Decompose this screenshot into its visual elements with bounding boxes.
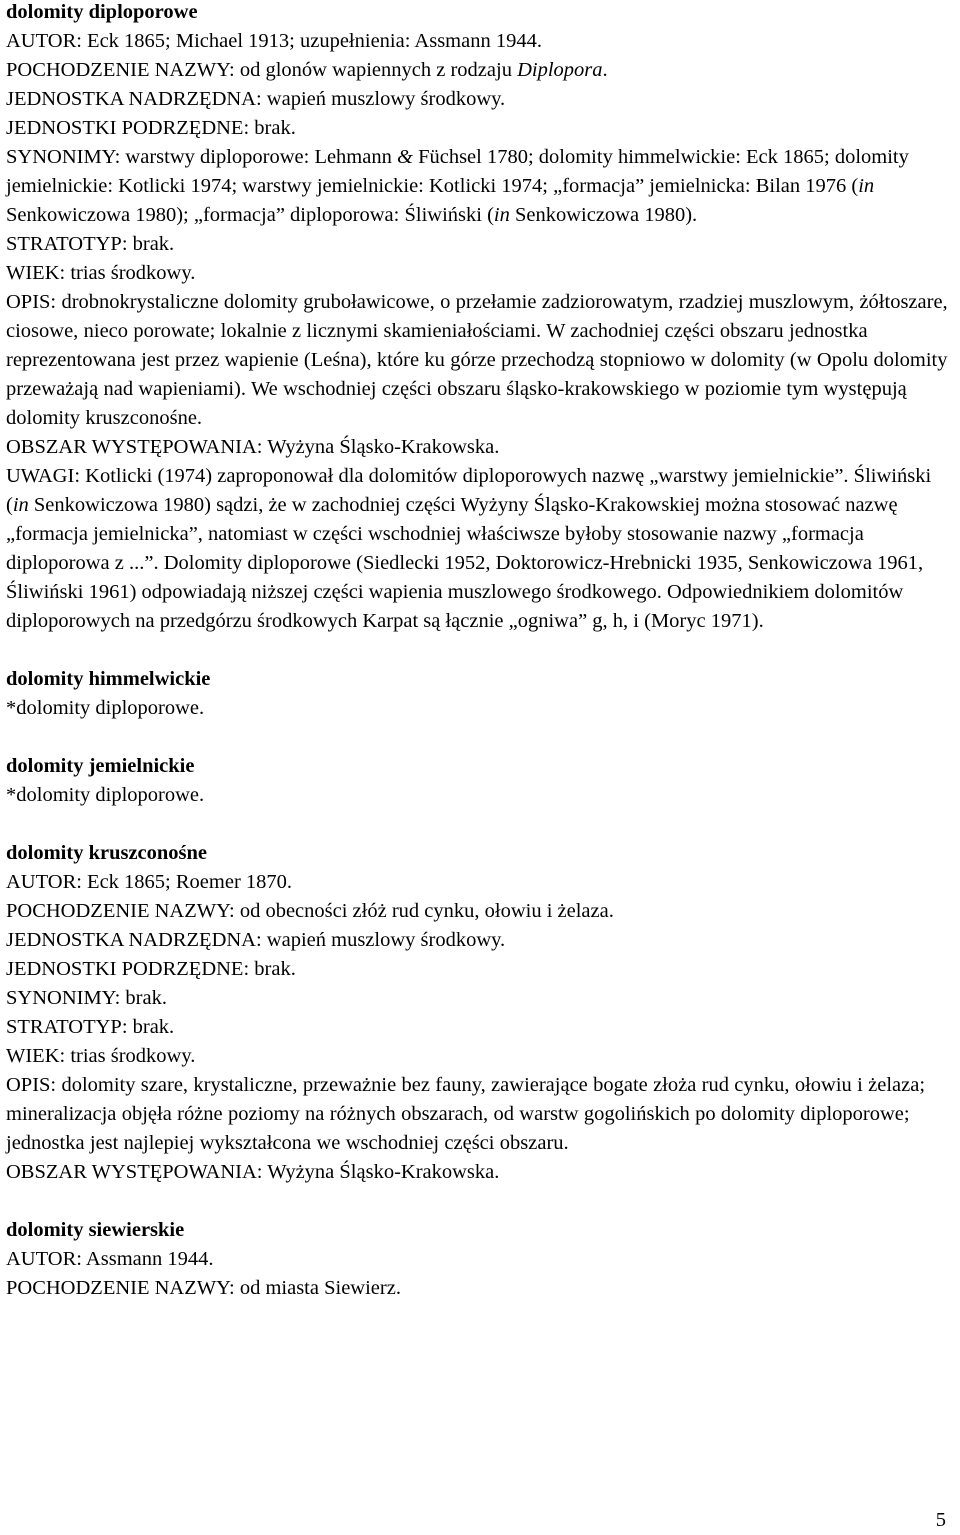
entry-title: dolomity jemielnickie — [6, 755, 195, 777]
ampersand-glyph: & — [396, 146, 413, 168]
genus-name: Diplopora — [517, 59, 603, 81]
age-line: WIEK: trias środkowy. — [6, 262, 196, 284]
entry-dolomity-himmelwickie — [6, 665, 956, 723]
entry-dolomity-siewierskie — [6, 1216, 956, 1303]
synonyms-text: Füchsel 1780; dolomity himmelwickie: Eck 1865; dolomity jemielnickie: Kotlicki 1974; warstwy jemielnickie: Kotlicki 1974; „formacja” jemielnicka: Bilan 1976 ( — [6, 146, 909, 197]
sub-units-line: JEDNOSTKI PODRZĘDNE: brak. — [6, 117, 296, 139]
in-italic: in — [858, 175, 875, 197]
description-paragraph: OPIS: dolomity szare, krystaliczne, przeważnie bez fauny, zawierające bogate złoża rud cynku, ołowiu i żelaza; mineralizacja objęła różne poziomy na różnych obszarach, od warstw gogolińskich po dolomity diploporowe; jednostka jest najlepiej wykształcona we wschodniej części obszaru. — [6, 1074, 926, 1154]
author-line: AUTOR: Eck 1865; Roemer 1870. — [6, 871, 293, 893]
author-line: AUTOR: Eck 1865; Michael 1913; uzupełnienia: Assmann 1944. — [6, 30, 542, 52]
remarks-text: UWAGI: Kotlicki (1974) zaproponował dla dolomitów diploporowych nazwę „warstwy jemielnickie”. Śliwiński ( — [6, 465, 932, 516]
synonyms-text: Senkowiczowa 1980). — [509, 204, 698, 226]
synonyms-text: SYNONIMY: warstwy diploporowe: Lehmann — [6, 146, 397, 168]
name-origin-line: POCHODZENIE NAZWY: od obecności złóż rud cynku, ołowiu i żelaza. — [6, 900, 614, 922]
author-line: AUTOR: Assmann 1944. — [6, 1248, 214, 1270]
name-origin-end: . — [602, 59, 608, 81]
in-italic: in — [12, 494, 29, 516]
stratotype-line: STRATOTYP: brak. — [6, 1016, 175, 1038]
parent-unit-line: JEDNOSTKA NADRZĘDNA: wapień muszlowy środkowy. — [6, 929, 506, 951]
name-origin-line: POCHODZENIE NAZWY: od miasta Siewierz. — [6, 1277, 401, 1299]
name-origin-text: POCHODZENIE NAZWY: od glonów wapiennych z rodzaju — [6, 59, 518, 81]
cross-reference-line: *dolomity diploporowe. — [6, 697, 205, 719]
synonyms-line: SYNONIMY: brak. — [6, 987, 167, 1009]
occurrence-area-line: OBSZAR WYSTĘPOWANIA: Wyżyna Śląsko-Krakowska. — [6, 1161, 500, 1183]
entry-title: dolomity himmelwickie — [6, 668, 211, 690]
parent-unit-line: JEDNOSTKA NADRZĘDNA: wapień muszlowy środkowy. — [6, 88, 506, 110]
document-body — [6, 0, 956, 1303]
synonyms-text: Senkowiczowa 1980); „formacja” diploporowa: Śliwiński ( — [6, 204, 494, 226]
entry-dolomity-kruszconosne — [6, 839, 956, 1187]
sub-units-line: JEDNOSTKI PODRZĘDNE: brak. — [6, 958, 296, 980]
entry-title: dolomity kruszconośne — [6, 842, 208, 864]
remarks-paragraph — [6, 462, 956, 636]
entry-dolomity-diploporowe — [6, 0, 956, 636]
age-line: WIEK: trias środkowy. — [6, 1045, 196, 1067]
synonyms-paragraph — [6, 143, 956, 230]
stratotype-line: STRATOTYP: brak. — [6, 233, 175, 255]
description-paragraph: OPIS: drobnokrystaliczne dolomity gruboławicowe, o przełamie zadziorowatym, rzadziej muszlowym, żółtoszare, ciosowe, nieco porowate; lokalnie z licznymi skamieniałościami. W zachodniej części obszaru jednostka reprezentowana jest przez wapienie (Leśna), które ku górze przechodzą stopniowo w dolomity (w Opolu dolomity przeważają nad wapieniami). We wschodniej części obszaru śląsko-krakowskiego w poziomie tym występują dolomity kruszconośne. — [6, 291, 948, 429]
entry-dolomity-jemielnickie — [6, 752, 956, 810]
cross-reference-line: *dolomity diploporowe. — [6, 784, 205, 806]
name-origin-line — [6, 56, 956, 85]
in-italic: in — [493, 204, 510, 226]
entry-title: dolomity diploporowe — [6, 1, 198, 23]
remarks-text: Senkowiczowa 1980) sądzi, że w zachodniej części Wyżyny Śląsko-Krakowskiej można stosować nazwę „formacja jemielnicka”, natomiast w części wschodniej właściwsze byłoby stosowanie nazwy „formacja diploporowa z ...”. Dolomity diploporowe (Siedlecki 1952, Doktorowicz-Hrebnicki 1935, Senkowiczowa 1961, Śliwiński 1961) odpowiadają niższej części wapienia muszlowego środkowego. Odpowiednikiem dolomitów diploporowych na przedgórzu środkowych Karpat są łącznie „ogniwa” g, h, i (Moryc 1971). — [6, 494, 924, 632]
occurrence-area-line: OBSZAR WYSTĘPOWANIA: Wyżyna Śląsko-Krakowska. — [6, 436, 500, 458]
entry-title: dolomity siewierskie — [6, 1219, 185, 1241]
page-number: 5 — [935, 1509, 946, 1531]
